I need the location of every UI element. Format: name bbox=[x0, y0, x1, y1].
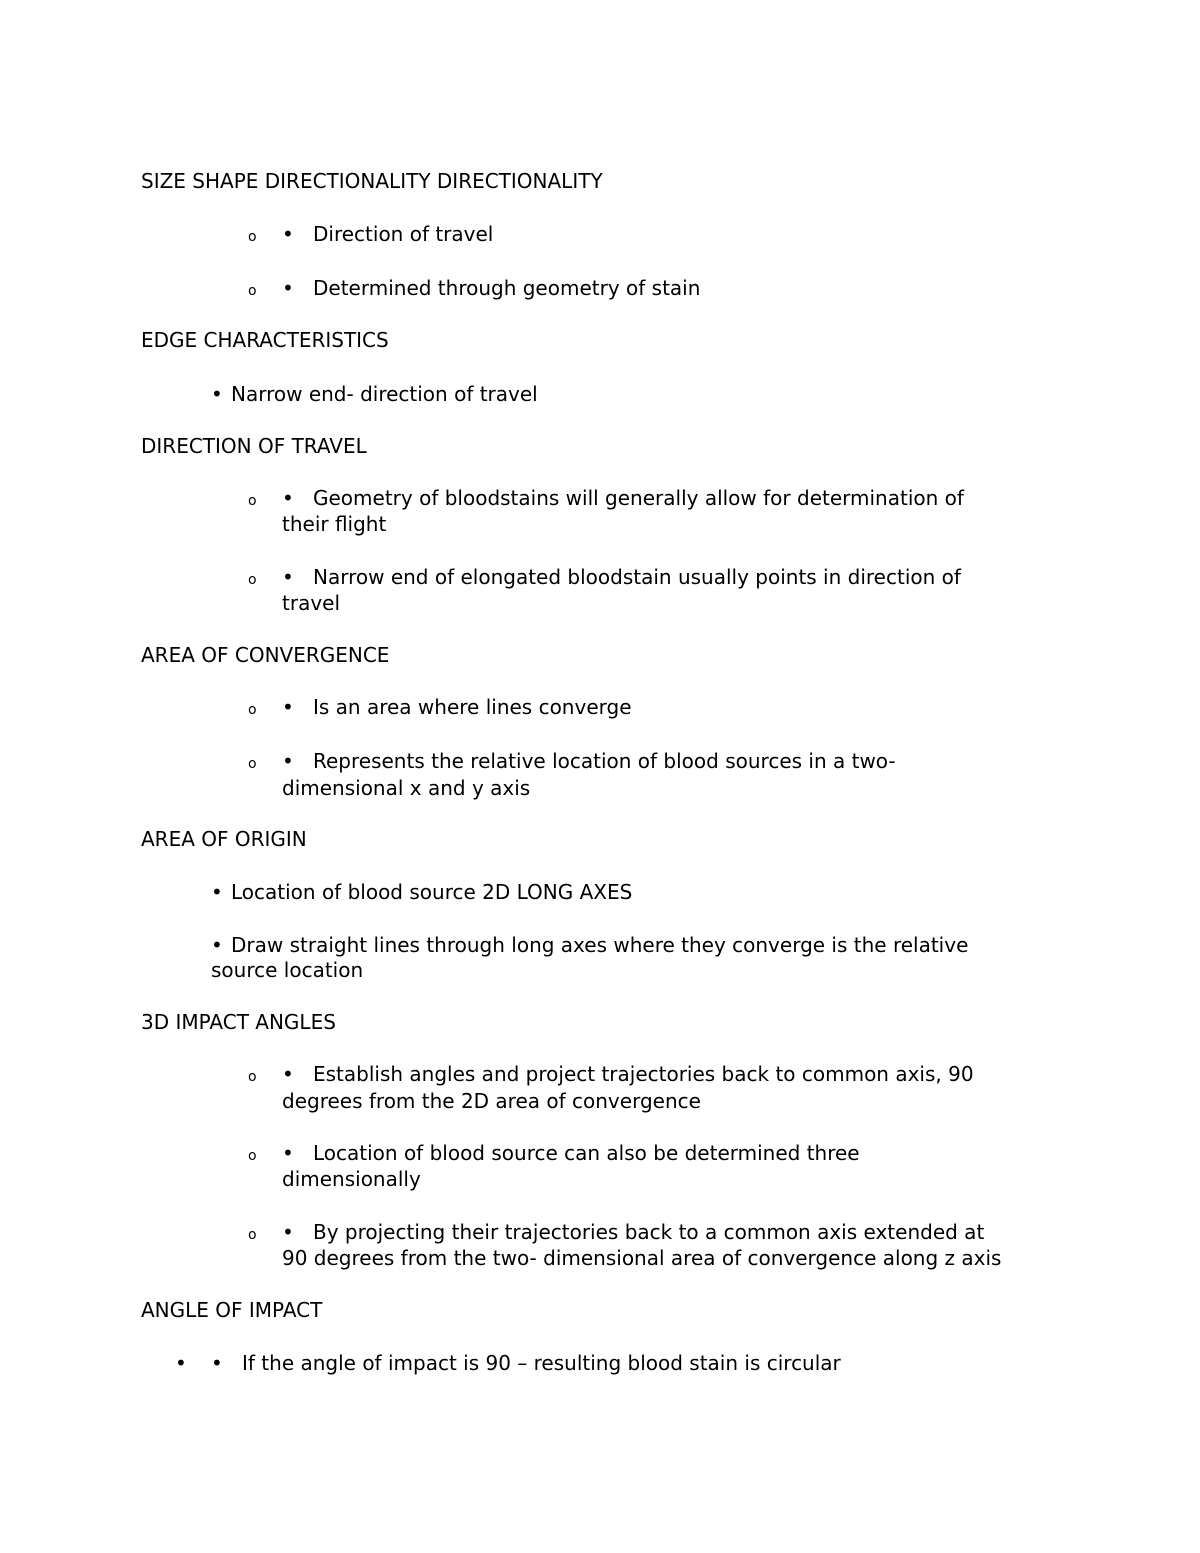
sub-list-marker: o bbox=[248, 1148, 257, 1164]
sub-list-marker: o bbox=[248, 1227, 257, 1243]
list-item-text: Is an area where lines converge bbox=[313, 695, 632, 719]
section-heading: DIRECTION OF TRAVEL bbox=[141, 434, 367, 458]
list-item-text: By projecting their trajectories back to a common axis extended at bbox=[313, 1220, 985, 1244]
section-heading: AREA OF CONVERGENCE bbox=[141, 643, 390, 667]
bullet-icon: • bbox=[211, 1351, 223, 1375]
bullet-icon: • bbox=[211, 880, 223, 904]
inline-heading: 2D LONG AXES bbox=[482, 880, 633, 904]
sub-list-marker: o bbox=[248, 493, 257, 509]
list-item-text: Narrow end- direction of travel bbox=[231, 382, 538, 406]
list-item-text: Direction of travel bbox=[313, 222, 494, 246]
list-item-text-label: Location of blood source bbox=[231, 880, 476, 904]
list-item-text-continued: dimensionally bbox=[282, 1167, 421, 1191]
list-item-text: Draw straight lines through long axes where they converge is the relative bbox=[231, 933, 969, 957]
section-heading: 3D IMPACT ANGLES bbox=[141, 1010, 336, 1034]
sub-list-marker: o bbox=[248, 1069, 257, 1085]
bullet-icon: • bbox=[211, 382, 223, 406]
list-item-text-continued: 90 degrees from the two- dimensional area of convergence along z axis bbox=[282, 1246, 1002, 1270]
list-item-text: If the angle of impact is 90 – resulting blood stain is circular bbox=[242, 1351, 841, 1375]
section-heading: SIZE SHAPE DIRECTIONALITY DIRECTIONALITY bbox=[141, 169, 603, 193]
sub-list-marker: o bbox=[248, 572, 257, 588]
bullet-icon: • bbox=[282, 565, 294, 589]
bullet-icon: • bbox=[282, 1062, 294, 1086]
sub-list-marker: o bbox=[248, 229, 257, 245]
list-item-text-continued: degrees from the 2D area of convergence bbox=[282, 1089, 701, 1113]
bullet-icon: • bbox=[282, 749, 294, 773]
bullet-icon: • bbox=[282, 486, 294, 510]
section-heading: ANGLE OF IMPACT bbox=[141, 1298, 323, 1322]
list-item-text: Geometry of bloodstains will generally allow for determination of bbox=[313, 486, 964, 510]
list-item-text bbox=[231, 879, 632, 905]
bullet-icon: • bbox=[282, 1220, 294, 1244]
bullet-icon: • bbox=[282, 276, 294, 300]
list-item-text: Location of blood source can also be determined three bbox=[313, 1141, 860, 1165]
list-item-text-continued: source location bbox=[211, 958, 364, 982]
bullet-icon: • bbox=[282, 222, 294, 246]
list-item-text: Determined through geometry of stain bbox=[313, 276, 701, 300]
list-item-text: Represents the relative location of blood sources in a two- bbox=[313, 749, 896, 773]
outer-bullet-icon: • bbox=[175, 1351, 187, 1375]
bullet-icon: • bbox=[282, 695, 294, 719]
list-item-text-continued: dimensional x and y axis bbox=[282, 776, 531, 800]
sub-list-marker: o bbox=[248, 702, 257, 718]
sub-list-marker: o bbox=[248, 283, 257, 299]
bullet-icon: • bbox=[282, 1141, 294, 1165]
bullet-icon: • bbox=[211, 933, 223, 957]
section-heading: AREA OF ORIGIN bbox=[141, 827, 307, 851]
list-item-text-continued: travel bbox=[282, 591, 341, 615]
sub-list-marker: o bbox=[248, 756, 257, 772]
section-heading: EDGE CHARACTERISTICS bbox=[141, 328, 389, 352]
list-item-text-continued: their flight bbox=[282, 512, 387, 536]
list-item-text: Establish angles and project trajectories back to common axis, 90 bbox=[313, 1062, 974, 1086]
list-item-text: Narrow end of elongated bloodstain usually points in direction of bbox=[313, 565, 961, 589]
